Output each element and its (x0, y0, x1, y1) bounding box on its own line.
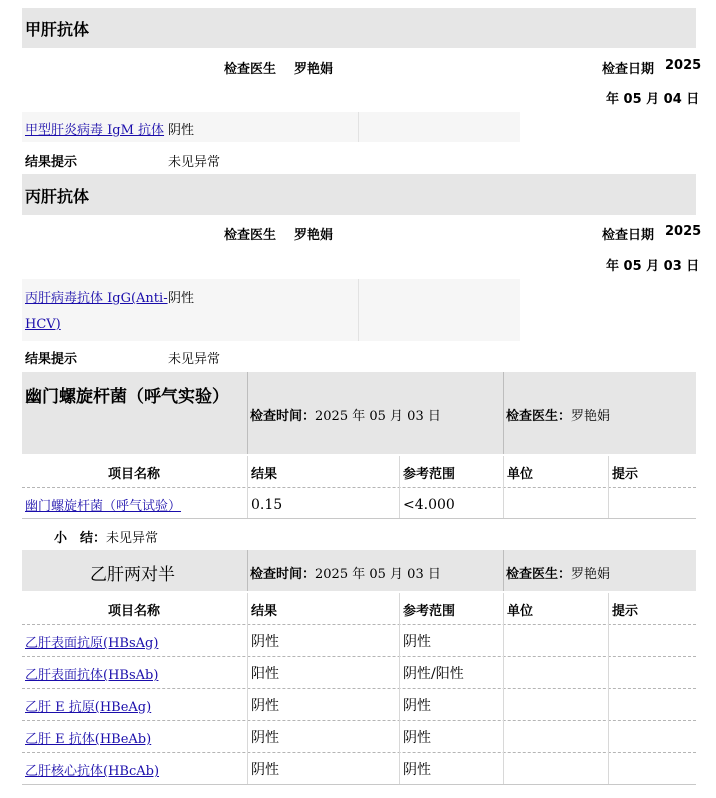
hp-col-unit: 单位 (507, 467, 534, 482)
hepc-date-year: 2025 (665, 224, 702, 239)
hepc-item-link-line1[interactable]: 丙肝病毒抗体 IgG(Anti- (25, 291, 168, 306)
hepb-row-2-name-link[interactable]: 乙肝表面抗体(HBsAb) (25, 668, 159, 683)
hepb-time-value: 2025 年 05 月 03 日 (315, 567, 441, 582)
hepa-item-link[interactable]: 甲型肝炎病毒 IgM 抗体 (25, 123, 165, 138)
hepb-time-label: 检查时间： (250, 567, 316, 582)
hp-summary (54, 527, 158, 546)
hepb-col-unit: 单位 (507, 604, 534, 619)
hepb-row-4-result: 阴性 (251, 730, 279, 746)
hepa-section-header (22, 8, 696, 48)
hepb-row-1-range: 阴性 (403, 634, 431, 650)
hepb-doctor-label: 检查医生： (506, 567, 572, 582)
hp-time-label: 检查时间： (250, 409, 316, 424)
hp-doctor-label: 检查医生： (506, 409, 572, 424)
hepa-conclusion-label: 结果提示 (25, 155, 78, 170)
hepc-conclusion-label: 结果提示 (25, 352, 78, 367)
hepb-title: 乙肝两对半 (90, 565, 175, 585)
hepb-time (250, 563, 441, 582)
hepb-row-5-range: 阴性 (403, 762, 431, 778)
hp-time-value: 2025 年 05 月 03 日 (315, 409, 441, 424)
hepa-conclusion: 未见异常 (168, 155, 221, 170)
hp-time (250, 405, 441, 424)
hepb-row-1-result: 阴性 (251, 634, 279, 650)
hepc-doctor-label: 检查医生 (224, 228, 277, 243)
hp-col-hint: 提示 (612, 467, 639, 482)
hepb-row-1-name-link[interactable]: 乙肝表面抗原(HBsAg) (25, 636, 159, 651)
hp-summary-label: 小 结： (54, 531, 107, 546)
hp-row-range: <4.000 (403, 497, 455, 513)
hp-title: 幽门螺旋杆菌（呼气实验） (25, 387, 229, 407)
hp-row-name-link[interactable]: 幽门螺旋杆菌（呼气试验） (25, 499, 182, 514)
hepb-row-4-name-link[interactable]: 乙肝 E 抗体(HBeAb) (25, 732, 152, 747)
hepa-date-year: 2025 (665, 58, 702, 73)
hp-summary-value: 未见异常 (106, 531, 159, 546)
hepb-row-3-name-link[interactable]: 乙肝 E 抗原(HBeAg) (25, 700, 152, 715)
hepa-result: 阴性 (168, 123, 195, 138)
hepc-title: 丙肝抗体 (25, 187, 90, 206)
hp-col-result: 结果 (251, 467, 278, 482)
hepa-date-rest: 年 05 月 04 日 (606, 92, 700, 107)
hp-doctor (506, 405, 610, 424)
hepc-date-rest: 年 05 月 03 日 (606, 259, 700, 274)
hepb-row-5-result: 阴性 (251, 762, 279, 778)
hepc-conclusion: 未见异常 (168, 352, 221, 367)
hepb-col-range: 参考范围 (403, 604, 456, 619)
hepb-col-hint: 提示 (612, 604, 639, 619)
hepb-col-result: 结果 (251, 604, 278, 619)
hepb-row-5-name-link[interactable]: 乙肝核心抗体(HBcAb) (25, 764, 160, 779)
hepa-title: 甲肝抗体 (25, 20, 90, 39)
hepc-date-label: 检查日期 (602, 228, 655, 243)
hepb-row-3-range: 阴性 (403, 698, 431, 714)
hepc-doctor: 罗艳娟 (294, 228, 334, 243)
hepb-row-4-range: 阴性 (403, 730, 431, 746)
hp-row-result: 0.15 (251, 497, 283, 513)
hepa-doctor-label: 检查医生 (224, 62, 277, 77)
hepa-doctor: 罗艳娟 (294, 62, 334, 77)
hepb-row-2-result: 阳性 (251, 666, 279, 682)
hepb-row-2-range: 阴性/阳性 (403, 666, 464, 682)
hepb-col-name: 项目名称 (108, 604, 161, 619)
hp-doctor-value: 罗艳娟 (571, 409, 611, 424)
hepc-result: 阴性 (168, 291, 195, 306)
hepa-date-label: 检查日期 (602, 62, 655, 77)
hepc-section-header (22, 174, 696, 215)
hp-col-name: 项目名称 (108, 467, 161, 482)
hepb-doctor-value: 罗艳娟 (571, 567, 611, 582)
hepb-row-3-result: 阴性 (251, 698, 279, 714)
hepc-item-link-line2[interactable]: HCV) (25, 317, 61, 332)
hepb-doctor (506, 563, 610, 582)
hp-col-range: 参考范围 (403, 467, 456, 482)
